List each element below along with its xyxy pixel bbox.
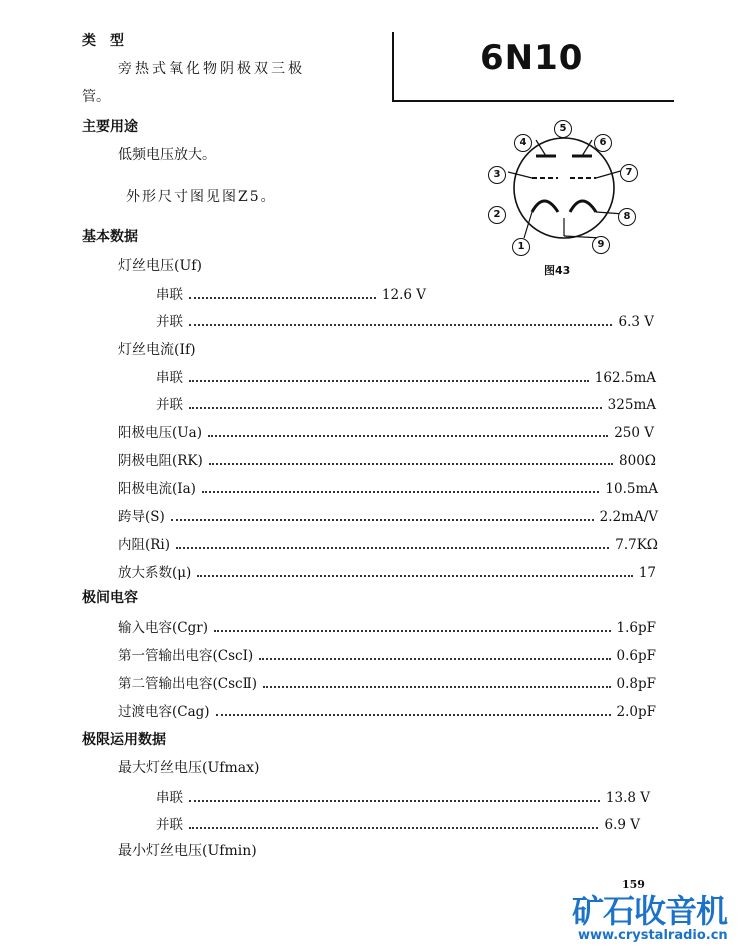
row-value: 2.2mA/V — [599, 509, 658, 525]
row-label: 第一管输出电容(CscⅠ) — [118, 648, 254, 664]
section-basic-label: 基本数据 — [82, 229, 138, 245]
usage-text: 低频电压放大。 — [118, 147, 216, 163]
type-description-line2: 管。 — [82, 89, 110, 105]
tube-base-icon — [484, 118, 644, 258]
pin-3-icon: 3 — [488, 166, 506, 184]
filament-voltage-series-row — [156, 283, 426, 303]
filament-current-label: 灯丝电流(If) — [118, 342, 196, 358]
filament-voltage-label: 灯丝电压(Uf) — [118, 258, 202, 274]
row-label: 过渡电容(Cag) — [118, 704, 210, 720]
row-label: 并联 — [156, 817, 183, 833]
leader-dots — [176, 547, 609, 549]
amplification-factor-row — [118, 561, 656, 581]
row-value: 12.6 V — [381, 287, 426, 303]
row-label: 串联 — [156, 370, 183, 386]
leader-dots — [189, 297, 376, 299]
max-filament-label: 最大灯丝电压(Ufmax) — [118, 760, 260, 776]
filament-voltage-parallel-row — [156, 310, 654, 330]
filament-current-parallel-row — [156, 393, 656, 413]
second-output-capacitance-row — [118, 672, 656, 692]
row-label: 阳极电流(Ia) — [118, 481, 196, 497]
row-value: 17 — [638, 565, 656, 581]
internal-resistance-row — [118, 533, 658, 553]
input-capacitance-row — [118, 616, 656, 636]
section-type-label: 类 型 — [82, 33, 124, 49]
row-label: 并联 — [156, 314, 183, 330]
row-value: 162.5mA — [594, 370, 656, 386]
section-usage-label: 主要用途 — [82, 119, 138, 135]
pin-6-icon: 6 — [594, 134, 612, 152]
row-value: 800Ω — [619, 453, 656, 469]
max-filament-parallel-row — [156, 813, 640, 833]
row-label: 内阻(Ri) — [118, 537, 171, 553]
pin-5-icon: 5 — [554, 120, 572, 138]
row-value: 13.8 V — [605, 790, 650, 806]
row-value: 2.0pF — [616, 704, 656, 720]
outline-reference: 外形尺寸图见图Z5。 — [126, 189, 277, 205]
leader-dots — [197, 575, 633, 577]
row-label: 串联 — [156, 790, 183, 806]
tube-model-title: 6N10 — [480, 38, 584, 78]
section-capacitance-label: 极间电容 — [82, 590, 138, 606]
figure-caption: 图43 — [544, 264, 571, 277]
pin-8-icon: 8 — [618, 208, 636, 226]
leader-dots — [189, 380, 589, 382]
row-value: 6.9 V — [604, 817, 640, 833]
pin-9-icon: 9 — [592, 236, 610, 254]
first-output-capacitance-row — [118, 644, 656, 664]
row-value: 7.7KΩ — [615, 537, 658, 553]
leader-dots — [189, 407, 602, 409]
leader-dots — [189, 800, 600, 802]
row-value: 10.5mA — [605, 481, 658, 497]
pin-4-icon: 4 — [514, 134, 532, 152]
min-filament-label: 最小灯丝电压(Ufmin) — [118, 843, 257, 859]
page-number: 159 — [622, 878, 645, 891]
transconductance-row — [118, 505, 658, 525]
row-label: 跨导(S) — [118, 509, 165, 525]
anode-voltage-row — [118, 421, 654, 441]
leader-dots — [259, 658, 610, 660]
row-value: 0.6pF — [616, 648, 656, 664]
pin-2-icon: 2 — [488, 206, 506, 224]
pin-7-icon: 7 — [620, 164, 638, 182]
section-limits-label: 极限运用数据 — [82, 732, 166, 748]
row-label: 并联 — [156, 397, 183, 413]
row-value: 6.3 V — [618, 314, 654, 330]
row-label: 阳极电压(Ua) — [118, 425, 202, 441]
row-label: 阴极电阻(RK) — [118, 453, 203, 469]
transfer-capacitance-row — [118, 700, 656, 720]
row-label: 输入电容(Cgr) — [118, 620, 208, 636]
leader-dots — [189, 324, 612, 326]
row-label: 第二管输出电容(CscⅡ) — [118, 676, 258, 692]
row-value: 0.8pF — [616, 676, 656, 692]
leader-dots — [171, 519, 594, 521]
pin-1-icon: 1 — [512, 238, 530, 256]
leader-dots — [209, 463, 613, 465]
leader-dots — [263, 686, 610, 688]
leader-dots — [208, 435, 608, 437]
leader-dots — [214, 630, 611, 632]
row-value: 1.6pF — [616, 620, 656, 636]
row-label: 放大系数(μ) — [118, 565, 192, 581]
max-filament-series-row — [156, 786, 650, 806]
leader-dots — [216, 714, 611, 716]
row-label: 串联 — [156, 287, 183, 303]
type-description-line1: 旁热式氧化物阴极双三极 — [118, 61, 305, 77]
filament-current-series-row — [156, 366, 656, 386]
watermark-url: www.crystalradio.cn — [578, 928, 728, 943]
watermark-text: 矿石收音机 — [572, 892, 728, 930]
pin-diagram — [484, 118, 644, 258]
leader-dots — [189, 827, 598, 829]
row-value: 325mA — [607, 397, 656, 413]
cathode-resistor-row — [118, 449, 656, 469]
leader-dots — [202, 491, 599, 493]
anode-current-row — [118, 477, 658, 497]
row-value: 250 V — [614, 425, 654, 441]
